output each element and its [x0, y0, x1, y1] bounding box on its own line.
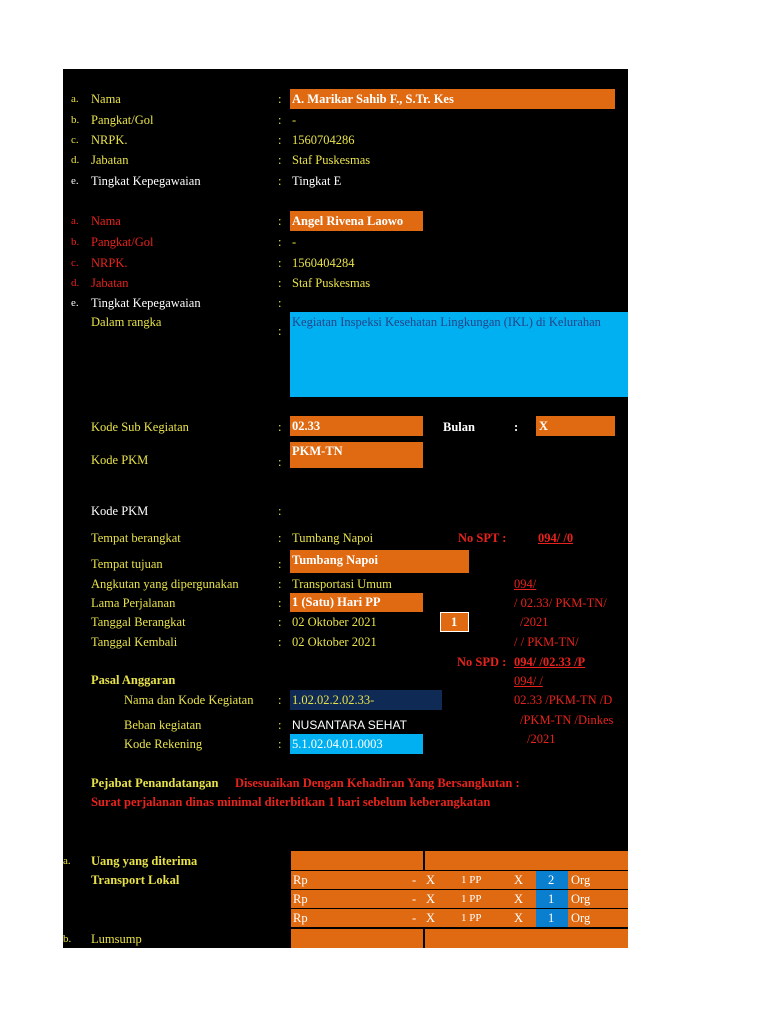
person1-label-tingkat: Tingkat Kepegawaian — [91, 174, 201, 188]
row3-unit: Org — [571, 911, 591, 925]
no-spd-value: 094/ /02.33 /P — [514, 655, 586, 669]
colon: : — [278, 324, 282, 338]
spd-line-2: 02.33 /PKM-TN /D — [514, 693, 613, 707]
person2-label-nama: Nama — [91, 214, 121, 228]
row1-count: 2 — [548, 873, 555, 887]
colon: : — [278, 615, 282, 629]
person2-letter-d: d. — [71, 277, 80, 289]
spt-spd-region — [443, 524, 628, 754]
kode-sub-kegiatan-value: 02.33 — [292, 419, 321, 433]
row2-count-cell[interactable] — [536, 890, 568, 908]
person2-label-tingkat: Tingkat Kepegawaian — [91, 296, 201, 310]
row2-amount: - — [412, 892, 417, 906]
spd-line-3: /PKM-TN /Dinkes — [520, 713, 614, 727]
kode-pkm-cell[interactable] — [290, 442, 423, 468]
person1-letter-b: b. — [71, 114, 80, 126]
kode-sub-kegiatan-cell[interactable] — [290, 416, 423, 436]
purpose-value: Kegiatan Inspeksi Kesehatan Lingkungan (IKL) di Kelurahan — [292, 315, 601, 329]
colon: : — [278, 133, 282, 147]
person1-jabatan-value: Staf Puskesmas — [292, 153, 371, 167]
purpose-label: Dalam rangka — [91, 315, 162, 329]
colon: : — [278, 596, 282, 610]
person1-name-value: A. Marikar Sahib F., S.Tr. Kes — [292, 92, 454, 106]
lumsump-label: Lumsump — [91, 932, 142, 946]
person2-name-cell[interactable] — [290, 211, 423, 231]
colon: : — [278, 577, 282, 591]
nama-kode-kegiatan-label: Nama dan Kode Kegiatan — [124, 693, 254, 707]
colon: : — [278, 504, 282, 518]
table-row[interactable] — [291, 890, 628, 908]
kode-pkm-label: Kode PKM — [91, 453, 149, 467]
person1-tingkat-value: Tingkat E — [292, 174, 342, 188]
money-letter-a: a. — [63, 855, 71, 867]
spd-line-4: /2021 — [527, 732, 556, 746]
person1-letter-d: d. — [71, 154, 80, 166]
row1-count-cell[interactable] — [536, 871, 568, 889]
person1-label-nrpk: NRPK. — [91, 133, 128, 147]
colon: : — [278, 718, 282, 732]
person2-nrpk-value: 1560404284 — [292, 256, 355, 270]
row1-pp: 1 PP — [461, 874, 482, 886]
colon: : — [278, 531, 282, 545]
bulan-label: Bulan — [443, 420, 475, 434]
colon: : — [278, 693, 282, 707]
row1-rp: Rp — [293, 873, 308, 887]
tanggal-kembali-label: Tanggal Kembali — [91, 635, 178, 649]
person2-pangkat-value: - — [292, 235, 297, 249]
lumsump-cell-1[interactable] — [291, 929, 423, 948]
beban-kegiatan-value: NUSANTARA SEHAT — [292, 718, 407, 732]
person2-jabatan-value: Staf Puskesmas — [292, 276, 371, 290]
person1-label-nama: Nama — [91, 92, 121, 106]
colon: : — [278, 420, 282, 434]
colon: : — [278, 153, 282, 167]
person1-pangkat-value: - — [292, 113, 297, 127]
person2-label-pangkat: Pangkat/Gol — [91, 235, 154, 249]
kode-pkm2-label: Kode PKM — [91, 504, 149, 518]
person1-name-cell[interactable] — [290, 89, 615, 109]
tempat-tujuan-label: Tempat tujuan — [91, 557, 163, 571]
row3-rp: Rp — [293, 911, 308, 925]
row2-x2: X — [514, 892, 524, 906]
person1-label-jabatan: Jabatan — [91, 153, 129, 167]
money-header-cell-1 — [291, 851, 423, 870]
tanggal-kembali-value: 02 Oktober 2021 — [292, 635, 377, 649]
person2-name-value: Angel Rivena Laowo — [292, 214, 404, 228]
no-spt-value: 094/ /0 — [538, 531, 574, 545]
person2-label-nrpk: NRPK. — [91, 256, 128, 270]
kode-sub-kegiatan-label: Kode Sub Kegiatan — [91, 420, 189, 434]
colon: : — [278, 235, 282, 249]
person1-letter-e: e. — [71, 175, 79, 187]
signer-note-1: Disesuaikan Dengan Kehadiran Yang Bersangkutan : — [235, 776, 520, 790]
purpose-cell[interactable] — [290, 312, 628, 397]
colon: : — [278, 455, 282, 469]
person2-letter-a: a. — [71, 215, 79, 227]
kode-rekening-cell[interactable] — [290, 734, 423, 754]
spt-line-2: / 02.33/ PKM-TN/ — [514, 596, 607, 610]
person1-letter-a: a. — [71, 93, 79, 105]
person2-label-jabatan: Jabatan — [91, 276, 129, 290]
colon: : — [278, 174, 282, 188]
transport-lokal-label: Transport Lokal — [91, 873, 180, 887]
nama-kode-kegiatan-value: 1.02.02.2.02.33- — [292, 693, 375, 707]
tanggal-berangkat-label: Tanggal Berangkat — [91, 615, 186, 629]
colon: : — [278, 557, 282, 571]
no-spt-label: No SPT : — [458, 531, 507, 545]
pejabat-penandatangan-label: Pejabat Penandatangan — [91, 776, 219, 790]
bulan-value: X — [539, 419, 549, 433]
money-header-cell-2 — [425, 851, 628, 870]
row3-count: 1 — [548, 911, 555, 925]
person1-label-pangkat: Pangkat/Gol — [91, 113, 154, 127]
colon: : — [278, 256, 282, 270]
tempat-berangkat-value: Tumbang Napoi — [292, 531, 374, 545]
row3-amount: - — [412, 911, 417, 925]
colon: : — [514, 420, 519, 434]
pasal-anggaran-title: Pasal Anggaran — [91, 673, 176, 687]
spt-line-3: /2021 — [520, 615, 549, 629]
money-letter-b: b. — [63, 933, 72, 945]
lumsump-cell-2[interactable] — [425, 929, 628, 948]
colon: : — [278, 296, 282, 310]
spt-line-4: / / PKM-TN/ — [514, 635, 579, 649]
row3-x2: X — [514, 911, 524, 925]
tanggal-berangkat-value: 02 Oktober 2021 — [292, 615, 377, 629]
bulan-cell[interactable] — [536, 416, 615, 436]
tempat-tujuan-value: Tumbang Napoi — [292, 553, 379, 567]
row2-unit: Org — [571, 892, 591, 906]
lama-perjalanan-cell[interactable] — [290, 593, 423, 612]
person2-letter-c: c. — [71, 257, 79, 269]
kode-rekening-value: 5.1.02.04.01.0003 — [292, 737, 383, 751]
person1-nrpk-value: 1560704286 — [292, 133, 355, 147]
colon: : — [278, 635, 282, 649]
person2-letter-b: b. — [71, 236, 80, 248]
signer-note-2: Surat perjalanan dinas minimal diterbitkan 1 hari sebelum keberangkatan — [91, 795, 491, 809]
table-row[interactable] — [291, 871, 628, 889]
table-row[interactable] — [291, 909, 628, 927]
row2-x1: X — [426, 892, 436, 906]
row1-amount: - — [412, 873, 417, 887]
person1-letter-c: c. — [71, 134, 79, 146]
spd-line-1: 094/ / — [514, 674, 543, 688]
days-value: 1 — [451, 615, 458, 629]
colon: : — [278, 737, 282, 751]
spreadsheet-sheet — [63, 69, 628, 948]
kode-rekening-label: Kode Rekening — [124, 737, 203, 751]
transport-table — [291, 871, 628, 927]
row3-pp: 1 PP — [461, 912, 482, 924]
lama-perjalanan-value: 1 (Satu) Hari PP — [292, 595, 381, 609]
angkutan-label: Angkutan yang dipergunakan — [91, 577, 239, 591]
colon: : — [278, 113, 282, 127]
row1-x1: X — [426, 873, 436, 887]
colon: : — [278, 214, 282, 228]
uang-diterima-label: Uang yang diterima — [91, 854, 198, 868]
no-spd-label: No SPD : — [457, 655, 507, 669]
angkutan-value: Transportasi Umum — [292, 577, 392, 591]
colon: : — [278, 92, 282, 106]
spt-line-1: 094/ — [514, 577, 537, 591]
nama-kode-kegiatan-cell[interactable] — [290, 690, 442, 710]
kode-pkm-value: PKM-TN — [292, 444, 343, 458]
row2-count: 1 — [548, 892, 555, 906]
person2-letter-e: e. — [71, 297, 79, 309]
tempat-berangkat-label: Tempat berangkat — [91, 531, 181, 545]
row3-x1: X — [426, 911, 436, 925]
row1-x2: X — [514, 873, 524, 887]
lama-perjalanan-label: Lama Perjalanan — [91, 596, 176, 610]
colon: : — [278, 276, 282, 290]
beban-kegiatan-label: Beban kegiatan — [124, 718, 202, 732]
row2-rp: Rp — [293, 892, 308, 906]
row1-unit: Org — [571, 873, 591, 887]
row2-pp: 1 PP — [461, 893, 482, 905]
row3-count-cell[interactable] — [536, 909, 568, 927]
